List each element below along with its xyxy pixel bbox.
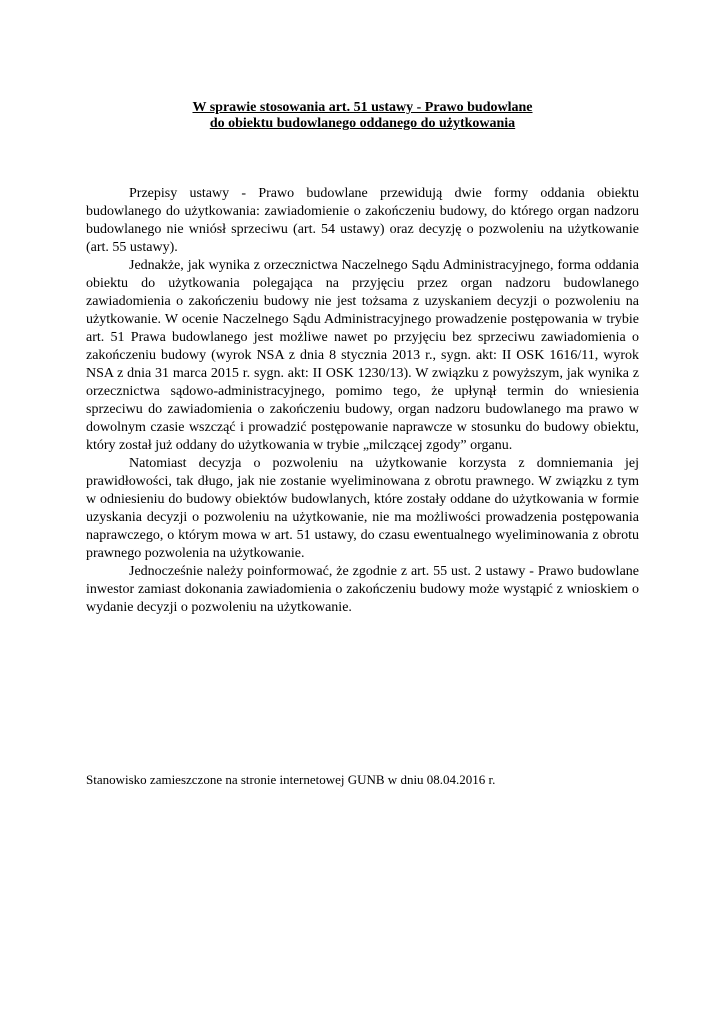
document-title-line-1: W sprawie stosowania art. 51 ustawy - Prawo budowlane (192, 100, 533, 115)
paragraph-3: Natomiast decyzja o pozwoleniu na użytkowanie korzysta z domniemania jej prawidłowości, tak długo, jak nie zostanie wyeliminowana z obrotu prawnego. W związku z tym w odniesieniu do budowy obiektów budowlanych, które zostały oddane do użytkowania w formie uzyskania decyzji o pozwoleniu na użytkowanie, nie ma możliwości prowadzenia postępowania naprawczego, o którym mowa w art. 51 ustawy, do czasu ewentualnego wyeliminowania z obrotu prawnego pozwolenia na użytkowanie. (86, 456, 639, 561)
document-title (86, 100, 639, 132)
paragraph-2: Jednakże, jak wynika z orzecznictwa Naczelnego Sądu Administracyjnego, forma oddania obiektu do użytkowania polegająca na przyjęciu przez organ nadzoru budowlanego zawiadomienia o zakończeniu budowy nie jest tożsama z uzyskaniem decyzji o pozwoleniu na użytkowanie. W ocenie Naczelnego Sądu Administracyjnego prowadzenie postępowania w trybie art. 51 Prawa budowlanego jest możliwe nawet po przyjęciu bez sprzeciwu zawiadomienia o zakończeniu budowy (wyrok NSA z dnia 8 stycznia 2013 r., sygn. akt: II OSK 1616/11, wyrok NSA z dnia 31 marca 2015 r. sygn. akt: II OSK 1230/13). W związku z powyższym, jak wynika z orzecznictwa sądowo-administracyjnego, pomimo tego, że upłynął termin do wniesienia sprzeciwu do zawiadomienia o zakończeniu budowy, organ nadzoru budowlanego ma prawo w dowolnym czasie wszcząć i prowadzić postępowanie naprawcze w stosunku do budowy obiektu, który został już oddany do użytkowania w trybie „milczącej zgody” organu. (86, 258, 639, 453)
document-body (86, 185, 639, 617)
footer-note: Stanowisko zamieszczone na stronie internetowej GUNB w dniu 08.04.2016 r. (86, 772, 496, 787)
paragraph-4: Jednocześnie należy poinformować, że zgodnie z art. 55 ust. 2 ustawy - Prawo budowlane inwestor zamiast dokonania zawiadomienia o zakończeniu budowy może wystąpić z wnioskiem o wydanie decyzji o pozwoleniu na użytkowanie. (86, 564, 639, 615)
document-title-line-2: do obiektu budowlanego oddanego do użytkowania (209, 116, 516, 131)
paragraph-1: Przepisy ustawy - Prawo budowlane przewidują dwie formy oddania obiektu budowlanego do użytkowania: zawiadomienie o zakończeniu budowy, do którego organ nadzoru budowlanego nie wniósł sprzeciwu (art. 54 ustawy) oraz decyzję o pozwoleniu na użytkowanie (art. 55 ustawy). (86, 186, 639, 255)
